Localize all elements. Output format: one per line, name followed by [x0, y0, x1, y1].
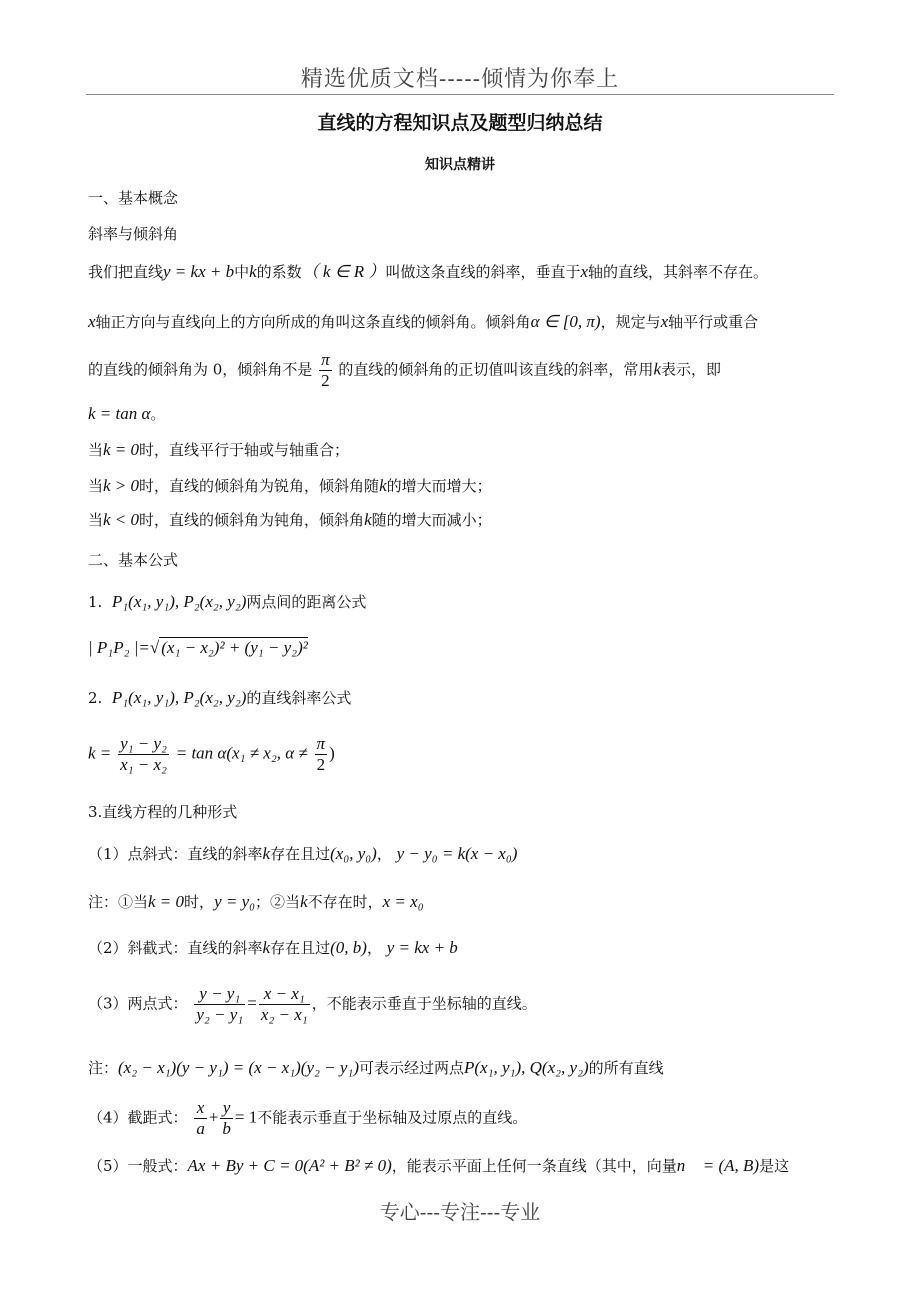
- distance-formula: | P₁P₂ |=√ (x₁ − x₂)² + (y₁ − y₂)²: [88, 638, 308, 657]
- page-title: 直线的方程知识点及题型归纳总结: [317, 112, 603, 134]
- intercept-form: （4）截距式： $\frac{x}{a}$ + $\frac{y}{b}$ = 1不能表示垂直于坐标轴及过原点的直线。: [88, 1098, 528, 1138]
- page-header: 精选优质文档-----倾情为你奉上: [300, 67, 620, 92]
- case-k-negative: 当k < 0时，直线的倾斜角为钝角，倾斜角k随的增大而减小；: [88, 510, 492, 529]
- page-footer: 专心---专注---专业: [379, 1200, 541, 1224]
- point-slope-form: （1）点斜式：直线的斜率k存在且过(x₀, y₀)， y − y₀ = k(x − x₀): [88, 844, 518, 863]
- slope-intercept-form: （2）斜截式：直线的斜率k存在且过(0, b)， y = kx + b: [88, 938, 458, 957]
- note-1: 注：①当k = 0时，y = y₀；②当k不存在时，x = x₀: [88, 892, 424, 911]
- two-point-form: （3）两点式： $\frac{\text{y − y₁}}{\text{y₂ − y₁}}$ = $\frac{\text{x − x₁}}{\text{x₂ − x₁}}$ ，不能表示垂直于坐标轴的直线。: [88, 984, 537, 1024]
- paragraph-3: 的直线的倾斜角为 0，倾斜角不是 $\frac{\pi}{2}$ 的直线的倾斜角的正切值叫该直线的斜率，常用k表示，即: [88, 350, 721, 390]
- case-k-zero: 当k = 0时，直线平行于轴或与轴重合；: [88, 440, 350, 459]
- section-basic-concepts: 一、基本概念: [88, 189, 179, 207]
- page-subtitle: 知识点精讲: [425, 157, 495, 173]
- section-basic-formulas: 二、基本公式: [88, 551, 179, 569]
- paragraph-2: x轴正方向与直线向上的方向所成的角叫这条直线的倾斜角。倾斜角α ∈ [0, π)，规定与x轴平行或重合: [88, 312, 759, 331]
- case-k-positive: 当k > 0时，直线的倾斜角为锐角，倾斜角随k的增大而增大；: [88, 476, 492, 495]
- formula-2-heading: 2. P₁(x₁, y₁), P₂(x₂, y₂)的直线斜率公式: [88, 688, 352, 707]
- header-rule: [86, 94, 834, 95]
- slope-formula: k = $\frac{\text{y₁ − y₂}}{\text{x₁ − x₂}}$ = tan α(x₁ ≠ x₂, α ≠ $\frac{\pi}{2}$ ): [88, 734, 335, 774]
- formula-1-heading: 1. P₁(x₁, y₁), P₂(x₂, y₂)两点间的距离公式: [88, 592, 367, 611]
- paragraph-4: k = tan α。: [88, 404, 166, 423]
- pi-over-2-fraction: $\frac{\pi}{2}$: [321, 350, 330, 390]
- general-form: （5）一般式：Ax + By + C = 0(A² + B² ≠ 0)，能表示平面上任何一条直线（其中，向量n⃗ = (A, B)是这: [88, 1156, 790, 1175]
- formula-3-heading: 3.直线方程的几种形式: [88, 803, 238, 821]
- paragraph-1: 我们把直线y = kx + b中k的系数（ k ∈ R ）叫做这条直线的斜率，垂直于x轴的直线，其斜率不存在。: [88, 262, 769, 281]
- note-2: 注：(x₂ − x₁)(y − y₁) = (x − x₁)(y₂ − y₁)可表示经过两点P(x₁, y₁), Q(x₂, y₂)的所有直线: [88, 1058, 664, 1077]
- slope-heading: 斜率与倾斜角: [88, 225, 179, 243]
